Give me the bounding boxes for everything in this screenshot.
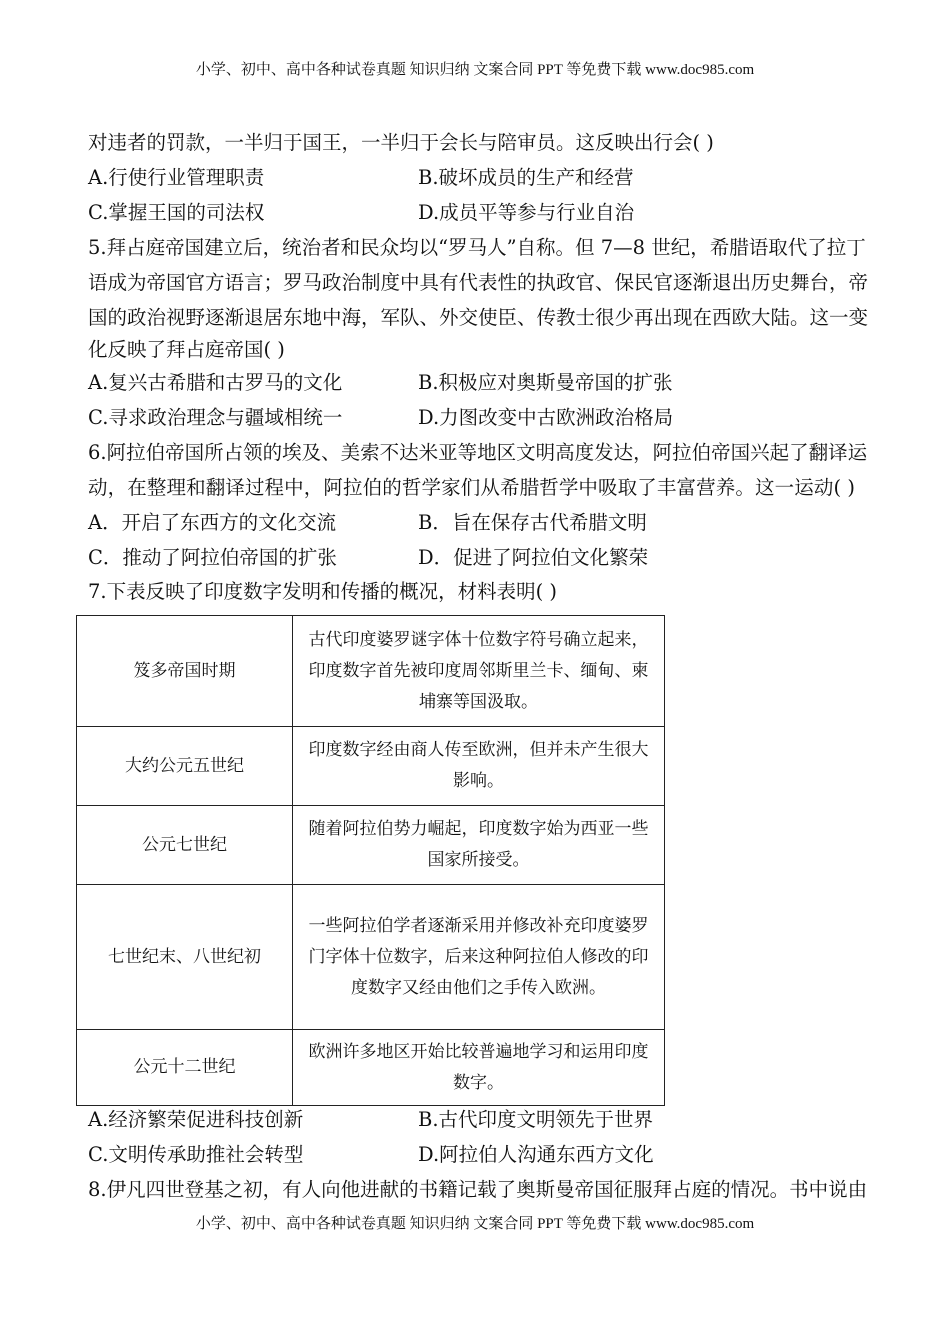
q7-stem: 7.下表反映了印度数字发明和传播的概况，材料表明( ) xyxy=(88,580,558,603)
table-row xyxy=(77,727,665,806)
q5-line: 5.拜占庭帝国建立后，统治者和民众均以“罗马人”自称。但 7—8 世纪，希腊语取代了拉丁 xyxy=(88,236,866,259)
q6-option-c: C．推动了阿拉伯帝国的扩张 xyxy=(88,546,337,569)
q4-option-b: B.破坏成员的生产和经营 xyxy=(418,166,634,189)
q7-option-b: B.古代印度文明领先于世界 xyxy=(418,1108,654,1131)
description-cell: 印度数字经由商人传至欧洲，但并未产生很大影响。 xyxy=(293,727,665,806)
q4-option-a: A.行使行业管理职责 xyxy=(88,166,265,189)
q8-line: 8.伊凡四世登基之初，有人向他进献的书籍记载了奥斯曼帝国征服拜占庭的情况。书中说由 xyxy=(88,1178,868,1201)
q4-option-d: D.成员平等参与行业自治 xyxy=(418,201,635,224)
q6-option-d: D．促进了阿拉伯文化繁荣 xyxy=(418,546,649,569)
description-cell: 古代印度婆罗谜字体十位数字符号确立起来，印度数字首先被印度周邻斯里兰卡、缅甸、柬埔寨等国汲取。 xyxy=(293,616,665,727)
q5-line: 国的政治视野逐渐退居东地中海，军队、外交使臣、传教士很少再出现在西欧大陆。这一变 xyxy=(88,306,869,329)
table-row xyxy=(77,806,665,885)
q6-option-b: B．旨在保存古代希腊文明 xyxy=(418,511,647,534)
table-row xyxy=(77,885,665,1030)
q7-option-c: C.文明传承助推社会转型 xyxy=(88,1143,304,1166)
period-cell: 公元七世纪 xyxy=(77,806,293,885)
q6-option-a: A．开启了东西方的文化交流 xyxy=(88,511,337,534)
q5-option-a: A.复兴古希腊和古罗马的文化 xyxy=(88,371,343,394)
q6-line: 动，在整理和翻译过程中，阿拉伯的哲学家们从希腊哲学中吸取了丰富营养。这一运动( ) xyxy=(88,476,855,499)
description-cell: 随着阿拉伯势力崛起，印度数字始为西亚一些国家所接受。 xyxy=(293,806,665,885)
page-header: 小学、初中、高中各种试卷真题 知识归纳 文案合同 PPT 等免费下载 www.doc985.com xyxy=(195,62,755,78)
description-cell: 一些阿拉伯学者逐渐采用并修改补充印度婆罗门字体十位数字，后来这种阿拉伯人修改的印度数字又经由他们之手传入欧洲。 xyxy=(293,885,665,1030)
q7-table xyxy=(76,615,665,1106)
q4-option-c: C.掌握王国的司法权 xyxy=(88,201,265,224)
period-cell: 笈多帝国时期 xyxy=(77,616,293,727)
q5-option-d: D.力图改变中古欧洲政治格局 xyxy=(418,406,674,429)
q5-line: 语成为帝国官方语言；罗马政治制度中具有代表性的执政官、保民官逐渐退出历史舞台，帝 xyxy=(88,271,869,294)
period-cell: 大约公元五世纪 xyxy=(77,727,293,806)
period-cell: 公元十二世纪 xyxy=(77,1030,293,1106)
q5-option-b: B.积极应对奥斯曼帝国的扩张 xyxy=(418,371,673,394)
q7-option-d: D.阿拉伯人沟通东西方文化 xyxy=(418,1143,654,1166)
page-footer: 小学、初中、高中各种试卷真题 知识归纳 文案合同 PPT 等免费下载 www.doc985.com xyxy=(195,1216,755,1232)
table-row xyxy=(77,1030,665,1106)
q4-stem-tail: 对违者的罚款，一半归于国王，一半归于会长与陪审员。这反映出行会( ) xyxy=(88,131,714,154)
q6-line: 6.阿拉伯帝国所占领的埃及、美索不达米亚等地区文明高度发达，阿拉伯帝国兴起了翻译运 xyxy=(88,441,868,464)
period-cell: 七世纪末、八世纪初 xyxy=(77,885,293,1030)
description-cell: 欧洲许多地区开始比较普遍地学习和运用印度数字。 xyxy=(293,1030,665,1106)
q5-line: 化反映了拜占庭帝国( ) xyxy=(88,338,285,361)
q7-option-a: A.经济繁荣促进科技创新 xyxy=(88,1108,304,1131)
q5-option-c: C.寻求政治理念与疆域相统一 xyxy=(88,406,343,429)
table-row xyxy=(77,616,665,727)
